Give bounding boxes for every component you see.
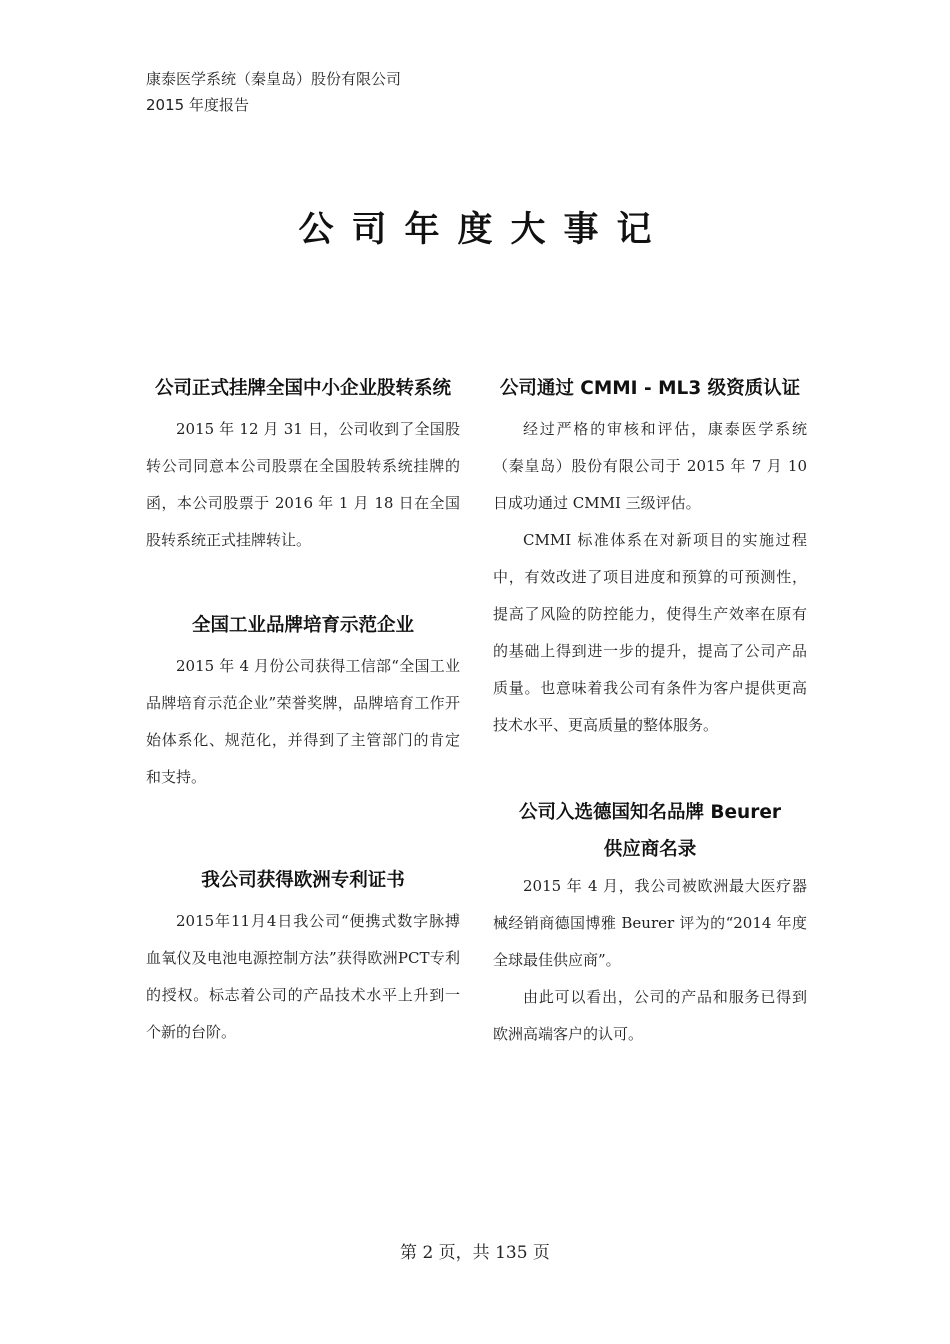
section-beurer — [493, 794, 807, 1053]
section-brand-demo — [146, 607, 460, 796]
section-paragraph: 经过严格的审核和评估，康泰医学系统（秦皇岛）股份有限公司于 2015 年 7 月 10 日成功通过 CMMI 三级评估。 — [493, 420, 807, 512]
section-paragraph: 由此可以看出，公司的产品和服务已得到欧洲高端客户的认可。 — [493, 988, 807, 1043]
section-cmmi — [493, 370, 807, 744]
section-paragraph: 2015 年 4 月，我公司被欧洲最大医疗器械经销商德国博雅 Beurer 评为的“2014 年度全球最佳供应商”。 — [493, 877, 807, 969]
section-title: 全国工业品牌培育示范企业 — [191, 615, 414, 636]
section-title-line1: 公司入选德国知名品牌 Beurer — [518, 802, 782, 823]
section-title: 我公司获得欧洲专利证书 — [201, 870, 405, 891]
section-nasdaq-listing — [146, 370, 460, 559]
header-report: 2015 年度报告 — [146, 96, 249, 114]
page-title: 公司年度大事记 — [298, 210, 670, 250]
section-paragraph: 2015 年 12 月 31 日，公司收到了全国股转公司同意本公司股票在全国股转系统挂牌的函，本公司股票于 2016 年 1 月 18 日在全国股转系统正式挂牌转让。 — [146, 420, 460, 549]
page-header — [146, 66, 401, 118]
section-eu-patent — [146, 862, 460, 1051]
section-paragraph: CMMI 标准体系在对新项目的实施过程中，有效改进了项目进度和预算的可预测性，提高了风险的防控能力，使得生产效率在原有的基础上得到进一步的提升，提高了公司产品质量。也意味着我公司有条件为客户提供更高技术水平、更高质量的整体服务。 — [493, 531, 807, 734]
section-title: 公司通过 CMMI - ML3 级资质认证 — [499, 378, 801, 399]
left-column — [146, 370, 460, 1051]
section-paragraph: 2015年11月4日我公司“便携式数字脉搏血氧仪及电池电源控制方法”获得欧洲PCT专利的授权。标志着公司的产品技术水平上升到一个新的台阶。 — [146, 912, 460, 1041]
header-company: 康泰医学系统（秦皇岛）股份有限公司 — [146, 70, 402, 88]
section-title: 公司正式挂牌全国中小企业股转系统 — [154, 378, 451, 399]
right-column — [493, 370, 807, 1053]
section-title-line2: 供应商名录 — [603, 839, 697, 860]
section-paragraph: 2015 年 4 月份公司获得工信部“全国工业品牌培育示范企业”荣誉奖牌，品牌培育工作开始体系化、规范化，并得到了主管部门的肯定和支持。 — [146, 657, 460, 786]
page-number: 第 2 页，共 135 页 — [400, 1243, 550, 1263]
